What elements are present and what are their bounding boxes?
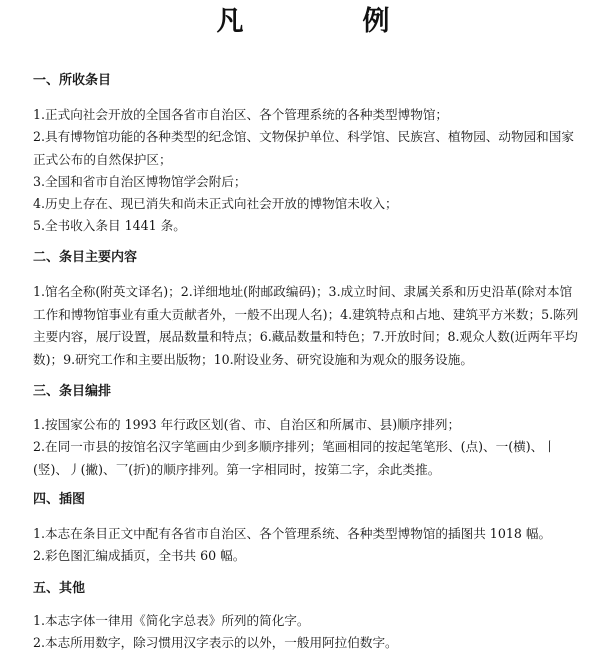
list-item: 2.在同一市县的按馆名汉字笔画由少到多顺序排列；笔画相同的按起笔笔形、(点)、一(横)、丨(竖)、丿(撇)、乛(折)的顺序排列。第一字相同时，按第二字，余此类推。 [33,439,556,477]
list-item: 2.彩色图汇编成插页，全书共 60 幅。 [33,548,246,563]
list-item: 1.按国家公布的 1993 年行政区划(省、市、自治区和所属市、县)顺序排列； [33,417,461,432]
list-item: 3.全国和省市自治区博物馆学会附后； [33,174,247,189]
list-item: 2.本志所用数字，除习惯用汉字表示的以外，一般用阿拉伯数字。 [33,635,398,650]
section-heading-collected-entries: 一、所收条目 [33,73,112,88]
list-item: 2.具有博物馆功能的各种类型的纪念馆、文物保护单位、科学馆、民族宫、植物园、动物园和国家正式公布的自然保护区； [33,129,574,167]
list-item: 4.历史上存在、现已消失和尚未正式向社会开放的博物馆未收入； [33,196,398,211]
section-heading-other: 五、其他 [33,581,86,596]
list-item: 1.馆名全称(附英文译名)；2.详细地址(附邮政编码)；3.成立时间、隶属关系和历史沿革(除对本馆工作和博物馆事业有重大贡献者外，一般不出现人名)；4.建筑特点和占地、建筑平方米数；5.陈列主要内容，展厅设置，展品数量和特点；6.藏品数量和特色；7.开放时间；8.观众人数(近两年平均数)；9.研究工作和主要出版物；10.附设业务、研究设施和为观众的服务设施。 [33,284,579,367]
list-item: 1.正式向社会开放的全国各省市自治区、各个管理系统的各种类型博物馆； [33,107,449,122]
section-heading-illustrations: 四、插图 [33,492,86,507]
section-heading-arrangement: 三、条目编排 [33,384,112,399]
list-item: 1.本志字体一律用《简化字总表》所列的简化字。 [33,613,310,628]
list-item: 5.全书收入条目 1441 条。 [33,218,186,233]
section-heading-main-content: 二、条目主要内容 [33,250,138,265]
page-title: 凡 例 [216,6,436,37]
list-item: 1.本志在条目正文中配有各省市自治区、各个管理系统、各种类型博物馆的插图共 1018 幅。 [33,526,552,541]
